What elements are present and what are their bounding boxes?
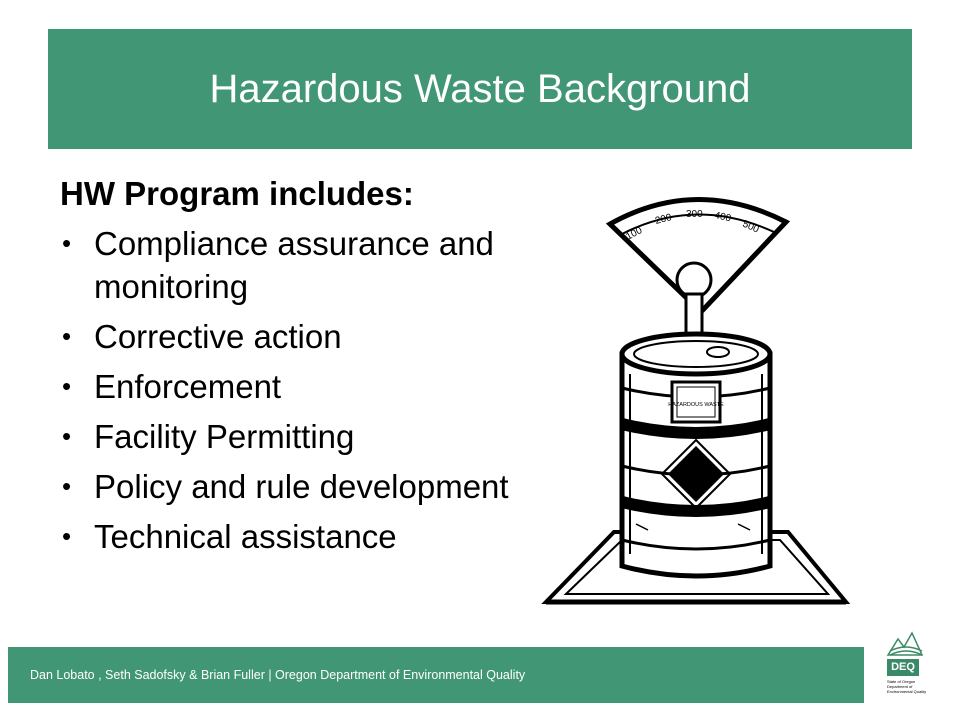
footer-bar <box>8 647 864 703</box>
slide-content <box>58 172 528 565</box>
program-heading: HW Program includes: <box>60 175 414 212</box>
bullet-icon: • <box>62 321 72 351</box>
scale-mark: 400 <box>713 210 732 225</box>
bullet-label: Corrective action <box>94 318 342 355</box>
deq-mountain-logo-icon <box>884 629 930 709</box>
bullet-label: Policy and rule development <box>94 468 509 505</box>
barrel-label: HAZARDOUS WASTE <box>668 402 724 408</box>
footer-credits: Dan Lobato , Seth Sadofsky & Brian Fuller | Oregon Department of Environmental Quality <box>30 668 526 682</box>
bullet-list <box>58 222 528 558</box>
bullet-icon: • <box>62 521 72 551</box>
slide-title: Hazardous Waste Background <box>209 66 751 111</box>
bullet-item-enforcement <box>58 365 528 408</box>
bullet-icon: • <box>62 228 72 258</box>
scale-mark: 100 <box>624 225 645 243</box>
waste-barrel-on-scale-icon <box>536 184 856 644</box>
scale-mark: 500 <box>740 218 761 236</box>
bullet-icon: • <box>62 371 72 401</box>
bullet-label: Technical assistance <box>94 518 397 555</box>
bullet-item-facility-permitting <box>58 415 528 458</box>
bullet-item-compliance <box>58 222 528 308</box>
title-bar <box>48 29 912 149</box>
bullet-label: Compliance assurance and monitoring <box>94 225 494 305</box>
bullet-icon: • <box>62 421 72 451</box>
scale-mark: 200 <box>654 212 673 227</box>
bullet-item-technical-assistance <box>58 515 528 558</box>
bullet-item-policy <box>58 465 528 508</box>
bullet-label: Facility Permitting <box>94 418 355 455</box>
deq-logo-text: DEQ <box>887 659 919 676</box>
bullet-item-corrective-action <box>58 315 528 358</box>
deq-logo-subtext: State of Oregon Department of Environmental Quality <box>887 679 927 694</box>
bullet-label: Enforcement <box>94 368 282 405</box>
bullet-icon: • <box>62 471 72 501</box>
scale-mark: 300 <box>686 209 703 220</box>
